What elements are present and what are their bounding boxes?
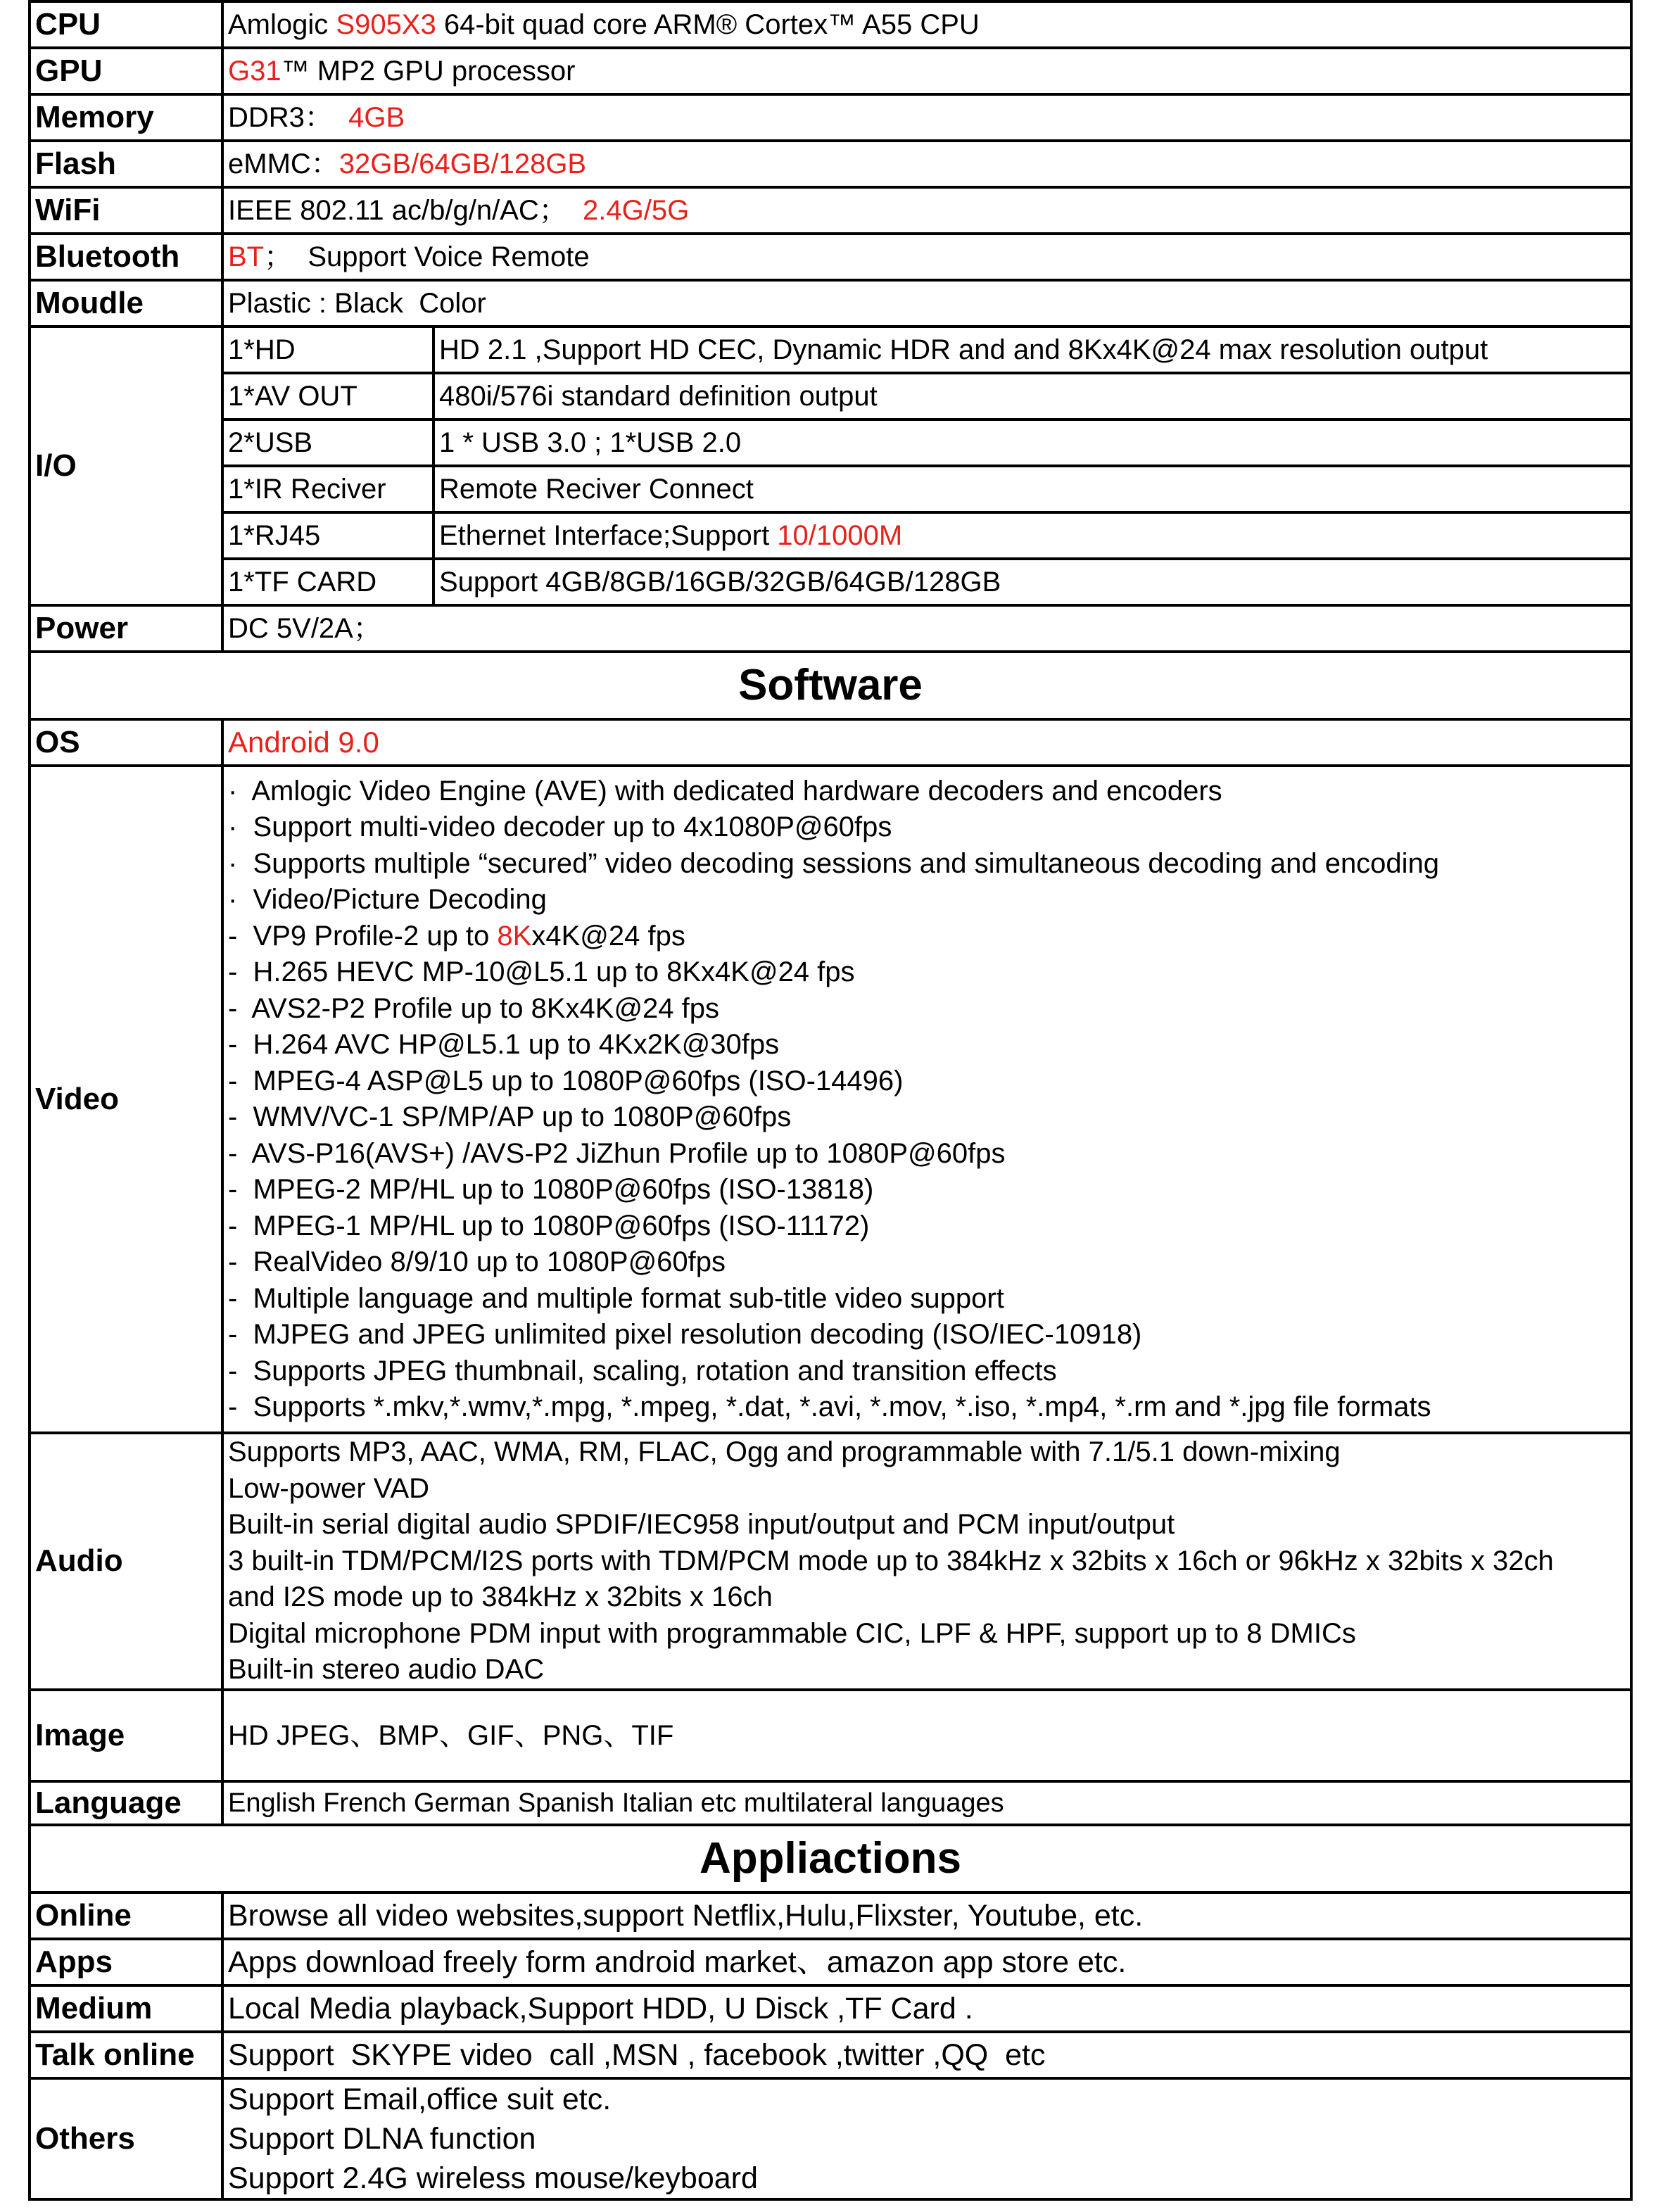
value-gpu xyxy=(222,48,1631,94)
row-memory xyxy=(30,94,1631,141)
row-wifi xyxy=(30,187,1631,234)
label-language: Language xyxy=(30,1781,222,1825)
label-video: Video xyxy=(30,766,222,1433)
video-line: · Support multi-video decoder up to 4x1080P@60fps xyxy=(228,811,892,842)
cpu-prefix: Amlogic xyxy=(228,9,336,40)
vp9-prefix: - VP9 Profile-2 up to xyxy=(228,920,498,952)
row-io-port xyxy=(30,466,1631,512)
others-line: Support Email,office suit etc. xyxy=(228,2082,612,2116)
video-line: - Multiple language and multiple format sub-title video support xyxy=(228,1282,1004,1314)
row-video xyxy=(30,766,1631,1433)
row-io-port xyxy=(30,419,1631,466)
row-audio xyxy=(30,1433,1631,1690)
label-io: I/O xyxy=(30,327,222,605)
video-line: - MPEG-4 ASP@L5 up to 1080P@60fps (ISO-14496) xyxy=(228,1065,904,1096)
audio-line: Supports MP3, AAC, WMA, RM, FLAC, Ogg and programmable with 7.1/5.1 down-mixing xyxy=(228,1436,1341,1467)
value-talk-online: Support SKYPE video call ,MSN , facebook ,twitter ,QQ etc xyxy=(222,2032,1631,2078)
label-wifi: WiFi xyxy=(30,187,222,234)
label-flash: Flash xyxy=(30,141,222,187)
label-audio: Audio xyxy=(30,1433,222,1690)
row-io-port xyxy=(30,512,1631,559)
flash-sizes: 32GB/64GB/128GB xyxy=(338,148,587,179)
value-power: DC 5V/2A； xyxy=(222,605,1631,652)
io-port-desc: 1 * USB 3.0 ; 1*USB 2.0 xyxy=(434,419,1631,466)
gpu-model: G31 xyxy=(228,56,281,87)
label-gpu: GPU xyxy=(30,48,222,94)
label-talk-online: Talk online xyxy=(30,2032,222,2078)
io-port-desc xyxy=(434,512,1631,559)
io-port-desc: Support 4GB/8GB/16GB/32GB/64GB/128GB xyxy=(434,559,1631,605)
row-moudle xyxy=(30,280,1631,327)
io-port-desc: 480i/576i standard definition output xyxy=(434,373,1631,419)
value-others xyxy=(222,2078,1631,2199)
video-line: - MPEG-2 MP/HL up to 1080P@60fps (ISO-13818) xyxy=(228,1174,874,1205)
video-line: - MPEG-1 MP/HL up to 1080P@60fps (ISO-11172) xyxy=(228,1210,870,1241)
vp9-suffix: x4K@24 fps xyxy=(531,920,685,952)
row-gpu xyxy=(30,48,1631,94)
audio-line: Digital microphone PDM input with programmable CIC, LPF & HPF, support up to 8 DMICs xyxy=(228,1617,1356,1649)
memory-type: DDR3： xyxy=(228,102,349,133)
flash-type: eMMC： xyxy=(228,148,339,179)
value-video xyxy=(222,766,1631,1433)
io-port-name: 1*TF CARD xyxy=(222,559,434,605)
value-os: Android 9.0 xyxy=(222,719,1631,766)
io-port-desc: Remote Reciver Connect xyxy=(434,466,1631,512)
vp9-resolution: 8K xyxy=(497,920,532,952)
label-bluetooth: Bluetooth xyxy=(30,234,222,280)
label-apps: Apps xyxy=(30,1939,222,1985)
others-line: Support 2.4G wireless mouse/keyboard xyxy=(228,2161,758,2195)
value-memory xyxy=(222,94,1631,141)
label-others: Others xyxy=(30,2078,222,2199)
io-port-name: 1*AV OUT xyxy=(222,373,434,419)
video-line: - Supports *.mkv,*.wmv,*.mpg, *.mpeg, *.dat, *.avi, *.mov, *.iso, *.mp4, *.rm and *.jpg file formats xyxy=(228,1391,1431,1422)
row-others xyxy=(30,2078,1631,2199)
audio-line: Built-in stereo audio DAC xyxy=(228,1654,545,1685)
audio-line: Built-in serial digital audio SPDIF/IEC958 input/output and PCM input/output xyxy=(228,1509,1175,1540)
others-line: Support DLNA function xyxy=(228,2121,536,2156)
row-bluetooth xyxy=(30,234,1631,280)
bluetooth-description: ； Support Voice Remote xyxy=(264,241,590,272)
rj45-speed: 10/1000M xyxy=(777,520,903,551)
value-audio xyxy=(222,1433,1631,1690)
wifi-standard: IEEE 802.11 ac/b/g/n/AC； xyxy=(228,195,583,226)
cpu-model: S905X3 xyxy=(336,9,436,40)
io-port-name: 2*USB xyxy=(222,419,434,466)
video-line: - RealVideo 8/9/10 up to 1080P@60fps xyxy=(228,1246,726,1277)
video-line-vp9 xyxy=(228,918,1626,955)
video-line: - H.265 HEVC MP-10@L5.1 up to 8Kx4K@24 fps xyxy=(228,956,855,987)
row-online xyxy=(30,1892,1631,1939)
io-port-name: 1*RJ45 xyxy=(222,512,434,559)
value-online: Browse all video websites,support Netflix,Hulu,Flixster, Youtube, etc. xyxy=(222,1892,1631,1939)
memory-size: 4GB xyxy=(348,102,405,133)
row-apps xyxy=(30,1939,1631,1985)
label-os: OS xyxy=(30,719,222,766)
section-heading-applications: Appliactions xyxy=(30,1825,1631,1892)
label-power: Power xyxy=(30,605,222,652)
bluetooth-badge: BT xyxy=(228,241,265,272)
value-bluetooth xyxy=(222,234,1631,280)
value-medium: Local Media playback,Support HDD, U Disck ,TF Card . xyxy=(222,1985,1631,2032)
row-io-port xyxy=(30,373,1631,419)
video-line: - AVS-P16(AVS+) /AVS-P2 JiZhun Profile up to 1080P@60fps xyxy=(228,1137,1006,1169)
row-talk-online xyxy=(30,2032,1631,2078)
audio-line: and I2S mode up to 384kHz x 32bits x 16ch xyxy=(228,1581,773,1612)
label-moudle: Moudle xyxy=(30,280,222,327)
label-medium: Medium xyxy=(30,1985,222,2032)
video-line: - Supports JPEG thumbnail, scaling, rotation and transition effects xyxy=(228,1355,1057,1386)
value-apps: Apps download freely form android market、amazon app store etc. xyxy=(222,1939,1631,1985)
io-port-name: 1*HD xyxy=(222,327,434,373)
row-flash xyxy=(30,141,1631,187)
row-io-port xyxy=(30,559,1631,605)
value-cpu xyxy=(222,1,1631,48)
video-line: · Video/Picture Decoding xyxy=(228,884,547,915)
row-io-port xyxy=(30,327,1631,373)
rj45-desc: Ethernet Interface;Support xyxy=(439,520,778,551)
row-software-heading xyxy=(30,652,1631,719)
spec-table xyxy=(28,0,1633,2201)
video-line: - MJPEG and JPEG unlimited pixel resolution decoding (ISO/IEC-10918) xyxy=(228,1319,1142,1350)
io-port-name: 1*IR Reciver xyxy=(222,466,434,512)
cpu-description: 64-bit quad core ARM® Cortex™ A55 CPU xyxy=(436,9,980,40)
label-cpu: CPU xyxy=(30,1,222,48)
value-language: English French German Spanish Italian etc multilateral languages xyxy=(222,1781,1631,1825)
value-wifi xyxy=(222,187,1631,234)
row-image xyxy=(30,1690,1631,1781)
label-memory: Memory xyxy=(30,94,222,141)
video-line: - H.264 AVC HP@L5.1 up to 4Kx2K@30fps xyxy=(228,1029,780,1060)
video-line: - WMV/VC-1 SP/MP/AP up to 1080P@60fps xyxy=(228,1101,792,1132)
io-port-desc: HD 2.1 ,Support HD CEC, Dynamic HDR and and 8Kx4K@24 max resolution output xyxy=(434,327,1631,373)
row-medium xyxy=(30,1985,1631,2032)
row-applications-heading xyxy=(30,1825,1631,1892)
gpu-description: ™ MP2 GPU processor xyxy=(281,56,576,87)
spec-sheet xyxy=(28,0,1630,2201)
audio-line: Low-power VAD xyxy=(228,1472,430,1504)
label-image: Image xyxy=(30,1690,222,1781)
audio-line: 3 built-in TDM/PCM/I2S ports with TDM/PCM mode up to 384kHz x 32bits x 16ch or 96kHz x 32bits x 32ch xyxy=(228,1545,1554,1576)
value-image: HD JPEG、BMP、GIF、PNG、TIF xyxy=(222,1690,1631,1781)
video-line: · Supports multiple “secured” video decoding sessions and simultaneous decoding and encoding xyxy=(228,847,1440,879)
row-cpu xyxy=(30,1,1631,48)
row-language xyxy=(30,1781,1631,1825)
value-flash xyxy=(222,141,1631,187)
section-heading-software: Software xyxy=(30,652,1631,719)
wifi-bands: 2.4G/5G xyxy=(582,195,690,226)
label-online: Online xyxy=(30,1892,222,1939)
value-moudle: Plastic : Black Color xyxy=(222,280,1631,327)
video-line: - AVS2-P2 Profile up to 8Kx4K@24 fps xyxy=(228,992,720,1024)
video-line: · Amlogic Video Engine (AVE) with dedicated hardware decoders and encoders xyxy=(228,775,1222,807)
row-power xyxy=(30,605,1631,652)
row-os xyxy=(30,719,1631,766)
